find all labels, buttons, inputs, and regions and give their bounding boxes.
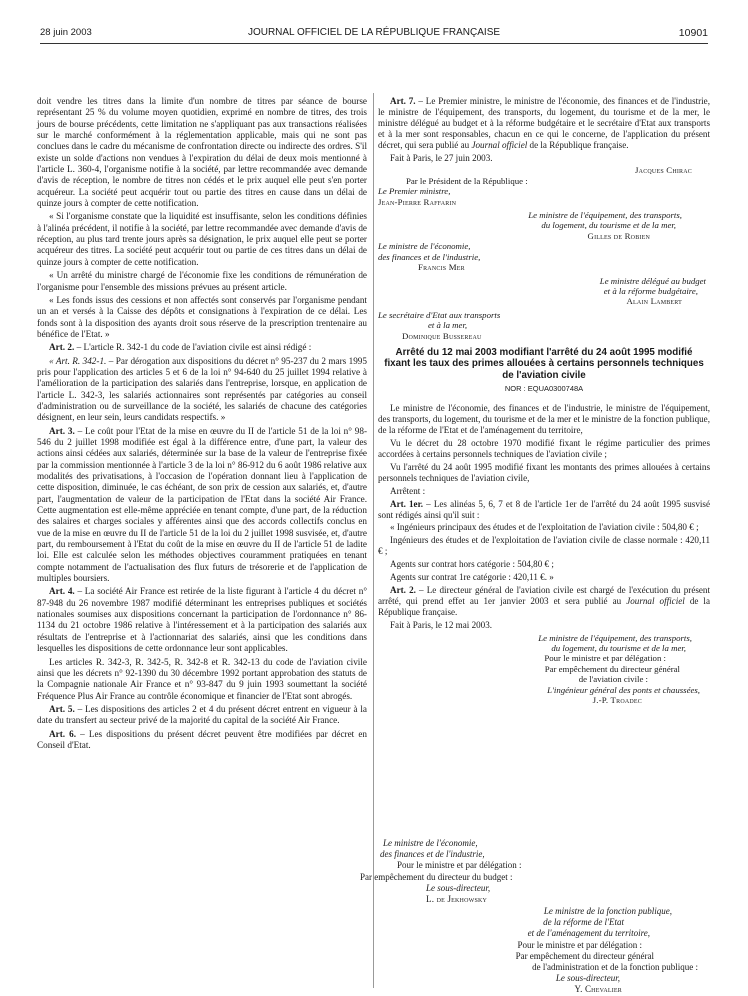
minister-title: de la réforme de l'Etat	[543, 917, 624, 928]
signatory-title: Le sous-directeur,	[426, 882, 491, 893]
article-text-end: de la République française.	[527, 139, 629, 150]
signature-block-economy	[360, 838, 720, 905]
signature-lambert: Alain Lambert	[626, 296, 682, 307]
journal-name: Journal officiel	[471, 139, 528, 150]
list-item: Ingénieurs des études et de l'exploitation de l'aviation civile de classe normale : 420,11 € ;	[378, 535, 710, 557]
paragraph: Le ministre de l'économie, des finances et de l'industrie, le ministre de l'équipement, des transports, du logement, du tourisme et de la mer et le ministre de la fonction publique, de la réforme de l'Etat et de l'aménagement du territoire,	[378, 403, 710, 436]
signatory-title: L'ingénieur général des ponts et chaussées,	[547, 684, 700, 695]
minister-title: Le ministre délégué au budget	[599, 275, 706, 286]
minister-title: Le ministre de l'économie,	[383, 838, 478, 848]
arrete-article-2	[378, 585, 710, 618]
delegation-line: Pour le ministre et par délégation :	[397, 860, 522, 871]
minister-title: des finances et de l'industrie,	[378, 251, 481, 262]
delegation-line: de l'aviation civile :	[578, 674, 648, 685]
article-3	[37, 426, 367, 585]
nor-reference: NOR : EQUA0300748A	[504, 384, 584, 394]
page-number: 10901	[678, 27, 708, 39]
signature-robien: Gilles de Robien	[587, 230, 650, 241]
header-title: JOURNAL OFFICIEL DE LA RÉPUBLIQUE FRANÇAISE	[247, 27, 501, 38]
signature-chevalier: Y. Chevalier	[574, 984, 622, 995]
par-president: Par le Président de la République :	[406, 175, 528, 186]
header-date: 28 juin 2003	[40, 27, 92, 38]
article-label: Art. 1er.	[390, 498, 424, 509]
arretent: Arrêtent :	[390, 485, 426, 496]
article-label: Art. 6.	[49, 728, 77, 739]
article-label: Art. 5.	[49, 703, 75, 714]
paragraph: « Les fonds issus des cessions et non affectés sont conservés par l'organisme pendant un an et versés à la Caisse des dépôts et consignations à l'expiration de ce délai. Les fonds sont à la disposition des ayants droit sous réserve de la prescription trentenaire au bénéfice de l'Etat. »	[37, 294, 367, 339]
delegation-line: Pour le ministre et par délégation :	[517, 939, 642, 950]
article-5	[37, 704, 367, 727]
delegation-line: Par empêchement du directeur du budget :	[360, 871, 513, 882]
signature-troadec: J.-P. Troadec	[592, 695, 642, 705]
article-r342-1	[37, 356, 367, 424]
journal-name: Journal officiel	[626, 595, 685, 606]
paragraph: Les articles R. 342-3, R. 342-5, R. 342-8 et R. 342-13 du code de l'aviation civile ainsi que les décrets n° 92-1390 du 30 décembre 1992 portant approbation des statuts de la Compagnie nationale Air France et n° 93-847 du 9 juin 1993 soumettant la société Fréquence Plus Air France au contrôle économique et financier de l'Etat sont abrogés.	[37, 656, 367, 701]
article-label: Art. 2.	[49, 342, 75, 353]
paragraph: Vu l'arrêté du 24 août 1995 modifié fixant les montants des primes allouées à certains personnels techniques de l'aviation civile,	[378, 461, 710, 483]
done-at: Fait à Paris, le 27 juin 2003.	[390, 152, 493, 163]
right-column	[378, 96, 710, 705]
list-item: Agents sur contrat hors catégorie : 504,80 € ;	[390, 559, 554, 570]
article-text: – L'article R. 342-1 du code de l'aviation civile est ainsi rédigé :	[74, 342, 312, 353]
minister-title: Le ministre de la fonction publique,	[543, 906, 672, 916]
delegation-line: Pour le ministre et par délégation :	[544, 653, 666, 664]
signature-raffarin: Jean-Pierre Raffarin	[378, 196, 457, 207]
minister-title: Le ministre de l'équipement, des transports,	[528, 210, 682, 221]
article-label: Art. 2.	[390, 584, 416, 595]
arrete-title: Arrêté du 12 mai 2003 modifiant l'arrêté du 24 août 1995 modifié fixant les taux des primes allouées à certains personnels techniques de l'aviation civile	[384, 346, 704, 381]
minister-title: Le ministre de l'équipement, des transports,	[538, 632, 692, 643]
minister-title: Le secrétaire d'Etat aux transports	[378, 309, 501, 320]
article-text: – Le Premier ministre, le ministre de l'économie, des finances et de l'industrie, le ministre de l'équipement, des transports, du logement, du tourisme et de la mer, le ministre délégué au budget et à la réforme budgétaire et le secrétaire d'Etat aux transports et à la mer sont responsables, chacun en ce qui le concerne, de l'application du présent décret, qui sera publié au	[378, 96, 710, 150]
signature-chirac: Jacques Chirac	[635, 165, 692, 176]
signatory-title: Le sous-directeur,	[555, 973, 620, 984]
arrete-article-1	[378, 499, 710, 521]
signature-jekhowsky: L. de Jekhowsky	[426, 894, 488, 905]
delegation-line: Par empêchement du directeur général	[515, 950, 654, 961]
premier-ministre-title: Le Premier ministre,	[378, 186, 451, 197]
article-text: – Les dispositions des articles 2 et 4 du présent décret entrent en vigueur à la date du transfert au secteur privé de la majorité du capital de la société Air France.	[37, 703, 367, 726]
signature-block-fonction-publique	[440, 906, 710, 996]
minister-title: et à la réforme budgétaire,	[603, 285, 698, 296]
article-label: Art. 3.	[49, 425, 75, 436]
list-item: « Ingénieurs principaux des études et de l'exploitation de l'aviation civile : 504,80 € ;	[390, 522, 699, 533]
paragraph: « Un arrêté du ministre chargé de l'économie fixe les conditions de rémunération de l'organisme pour l'ensemble des missions prévues au présent article.	[37, 270, 367, 292]
article-label: Art. 4.	[49, 586, 75, 597]
minister-title: du logement, du tourisme et de la mer,	[551, 642, 686, 653]
signature-mer: Francis Mer	[418, 262, 465, 273]
paragraph: doit vendre les titres dans la limite d'un nombre de titres par séance de bourse représentant 25 % du volume moyen quotidien, exprimé en nombre de titres, des trois jours de bourse précédents, cette limitation ne s'appliquant pas aux transactions réalisées sur le marché conformément à la réglementation applicable, mais qui ne sont pas conclues dans le cadre du mécanisme de confrontation directe ou indirecte des ordres. S'il existe un solde d'actions non vendues à l'expiration du délai de deux mois mentionné à l'article L. 360-4, l'organisme notifie à la société, par lettre recommandée avec demande d'avis de réception, le nombre de titres non cédés et le prix auquel elle peut s'en porter acquéreur. La société peut acquérir tout ou partie des titres en cause dans un délai de quinze jours à compter de cette notification.	[37, 96, 367, 209]
article-text: – Les dispositions du présent décret peuvent être modifiées par décret en Conseil d'Etat.	[37, 728, 367, 750]
minister-title: Le ministre de l'économie,	[378, 241, 471, 252]
page-header	[40, 27, 708, 43]
delegation-line: de l'administration et de la fonction publique :	[532, 962, 698, 973]
article-label: « Art. R. 342-1.	[49, 355, 107, 366]
header-rule	[40, 43, 708, 44]
article-text: – Les alinéas 5, 6, 7 et 8 de l'article 1er de l'arrêté du 24 août 1995 susvisé sont rédigés ainsi qu'il suit :	[378, 498, 710, 520]
list-item: Agents sur contrat 1re catégorie : 420,11 €. »	[390, 572, 554, 583]
article-7	[378, 96, 710, 151]
minister-title: du logement, du tourisme et de la mer,	[541, 220, 676, 231]
minister-title: et à la mer,	[428, 320, 468, 331]
done-at: Fait à Paris, le 12 mai 2003.	[390, 619, 493, 630]
article-4	[37, 586, 367, 654]
article-text: – Par dérogation aux dispositions du décret n° 95-237 du 2 mars 1995 pris pour l'application des articles 5 et 6 de la loi n° 94-640 du 25 juillet 1994 relative à l'amélioration de la participation des salariés dans l'entreprise, lorsque, en application de l'article L. 342-3, les salariés actionnaires sont représentés par catégories au conseil d'administration ou de surveillance de la société, les salariés de chacune des catégories désignent, en leur sein, leurs candidats respectifs. »	[37, 355, 367, 423]
minister-title: et de l'aménagement du territoire,	[527, 928, 650, 939]
delegation-line: Par empêchement du directeur général	[544, 663, 680, 674]
paragraph: Vu le décret du 28 octobre 1970 modifié fixant le régime particulier des primes accordées à certains personnels techniques de l'aviation civile ;	[378, 438, 710, 459]
paragraph: « Si l'organisme constate que la liquidité est insuffisante, selon les conditions définies à l'alinéa précédent, il notifie à la société, par lettre recommandée avec demande d'avis de réception, au plus tard trente jours après sa désignation, le prix auquel elle peut se porter acquéreur des titres. La société peut acquérir tout ou partie de ces titres dans un délai de quinze jours à compter de cette notification.	[37, 211, 367, 267]
article-text: – La société Air France est retirée de la liste figurant à l'article 4 du décret n° 87-948 du 26 novembre 1987 modifié déterminant les entreprises publiques et sociétés nationales soumises aux dispositions concernant la participation de l'ordonnance n° 86-1134 du 21 octobre 1986 relative à l'intéressement et à la participation des salariés aux résultats de l'entreprise et à l'actionnariat des salariés, ainsi que les conditions dans lesquelles les dispositions de cette ordonnance leur sont applicables.	[37, 586, 367, 654]
signature-bussereau: Dominique Bussereau	[402, 330, 482, 341]
left-column	[37, 96, 367, 753]
article-6	[37, 729, 367, 752]
article-text: – Le coût pour l'Etat de la mise en œuvre du II de l'article 51 de la loi n° 98-546 du 2 juillet 1998 modifiée est égal à la différence entre, d'une part, la valeur des actions ainsi cédées aux salariés, déterminée sur la base de la valeur de l'entreprise fixée par la commission mentionnée à l'article 3 de la loi n° 86-912 du 6 août 1986 relative aux modalités des privatisations, à l'occasion de l'opération donnant lieu à l'application de cette disposition, diminuée, le cas échéant, de son prix de cession aux salariés, et, d'autre part, l'augmentation de valeur de la participation de l'Etat dans la société Air France. Cette augmentation est elle-même appréciée en tenant compte, d'une part, de la réduction des salaires et charges sociales y afférentes ainsi que des accords collectifs conclus en vue de la mise en œuvre du II de l'article 51 de la loi du 2 juillet 1998 susvisée, et, d'autre part, du remboursement à l'Etat du coût de la mise en œuvre du II de l'article 51 de ladite loi. Elle est calculée selon les méthodes objectives couramment pratiquées en tenant compte notamment de l'actualisation des flux futurs de trésorerie et de l'application de multiples boursiers.	[37, 425, 367, 584]
article-label: Art. 7.	[390, 96, 416, 106]
minister-title: des finances et de l'industrie,	[380, 849, 485, 860]
article-text-end: de la République française.	[378, 595, 710, 617]
article-text: – Le directeur général de l'aviation civile est chargé de l'exécution du présent arrêté, qui prend effet au 1er janvier 2003 et sera publié au	[378, 584, 710, 606]
article-2	[37, 342, 367, 353]
